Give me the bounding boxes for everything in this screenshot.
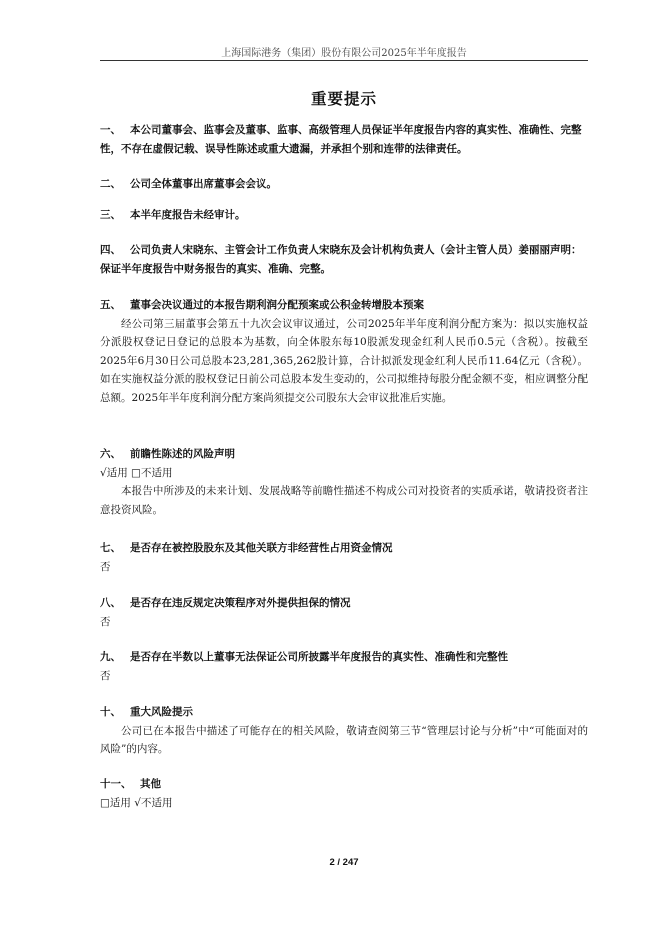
section-2	[100, 175, 588, 194]
section-answer: 否	[100, 669, 111, 682]
applicability-checkbox: □适用 √不适用	[100, 796, 173, 809]
section-answer: 否	[100, 615, 111, 628]
section-heading: 四、 公司负责人宋晓东、主管会计工作负责人宋晓东及会计机构负责人（会计主管人员）姜丽丽声明：保证半年度报告中财务报告的真实、准确、完整。	[100, 244, 582, 275]
running-header: 上海国际港务（集团）股份有限公司2025年半年度报告	[221, 48, 467, 59]
section-body: 经公司第三届董事会第五十九次会议审议通过，公司2025年半年度利润分配方案为：拟以实施权益分派股权登记日登记的总股本为基数，向全体股东每10股派发现金红利人民币0.5元（含税）。按截至2025年6月30日公司总股本23,281,365,262股计算，合计拟派发现金红利人民币11.64亿元（含税）。如在实施权益分派的股权登记日前公司总股本发生变动的，公司拟维持每股分配金额不变，相应调整分配总额。2025年半年度利润分配方案尚须提交公司股东大会审议批准后实施。	[100, 317, 588, 404]
section-answer: 否	[100, 560, 111, 573]
section-11	[100, 775, 588, 812]
section-heading: 五、 董事会决议通过的本报告期利润分配预案或公积金转增股本预案	[100, 299, 424, 311]
section-6	[100, 445, 588, 519]
section-8	[100, 594, 588, 631]
section-heading: 七、 是否存在被控股股东及其他关联方非经营性占用资金情况	[100, 542, 393, 554]
applicability-checkbox: √适用 □不适用	[100, 466, 173, 479]
section-heading: 十一、 其他	[100, 778, 161, 790]
header-rule	[100, 60, 588, 61]
section-heading: 三、 本半年度报告未经审计。	[100, 209, 246, 221]
section-heading: 九、 是否存在半数以上董事无法保证公司所披露半年度报告的真实性、准确性和完整性	[100, 651, 508, 663]
section-5	[100, 296, 588, 407]
section-body: 公司已在本报告中描述了可能存在的相关风险，敬请查阅第三节“管理层讨论与分析”中“可能面对的风险”的内容。	[100, 724, 588, 755]
section-3	[100, 206, 588, 225]
section-10	[100, 703, 588, 759]
section-heading: 六、 前瞻性陈述的风险声明	[100, 448, 235, 460]
section-heading: 十、 重大风险提示	[100, 706, 193, 718]
section-1	[100, 121, 588, 158]
section-9	[100, 648, 588, 685]
section-7	[100, 539, 588, 576]
section-4	[100, 241, 588, 278]
section-heading: 一、 本公司董事会、监事会及董事、监事、高级管理人员保证半年度报告内容的真实性、准确性、完整性，不存在虚假记载、误导性陈述或重大遗漏，并承担个别和连带的法律责任。	[100, 124, 582, 155]
page-title: 重要提示	[310, 89, 377, 108]
section-body: 本报告中所涉及的未来计划、发展战略等前瞻性描述不构成公司对投资者的实质承诺，敬请投资者注意投资风险。	[100, 485, 588, 516]
section-heading: 二、 公司全体董事出席董事会会议。	[100, 178, 277, 190]
section-heading: 八、 是否存在违反规定决策程序对外提供担保的情况	[100, 597, 351, 609]
page-number: 2 / 247	[329, 857, 359, 868]
